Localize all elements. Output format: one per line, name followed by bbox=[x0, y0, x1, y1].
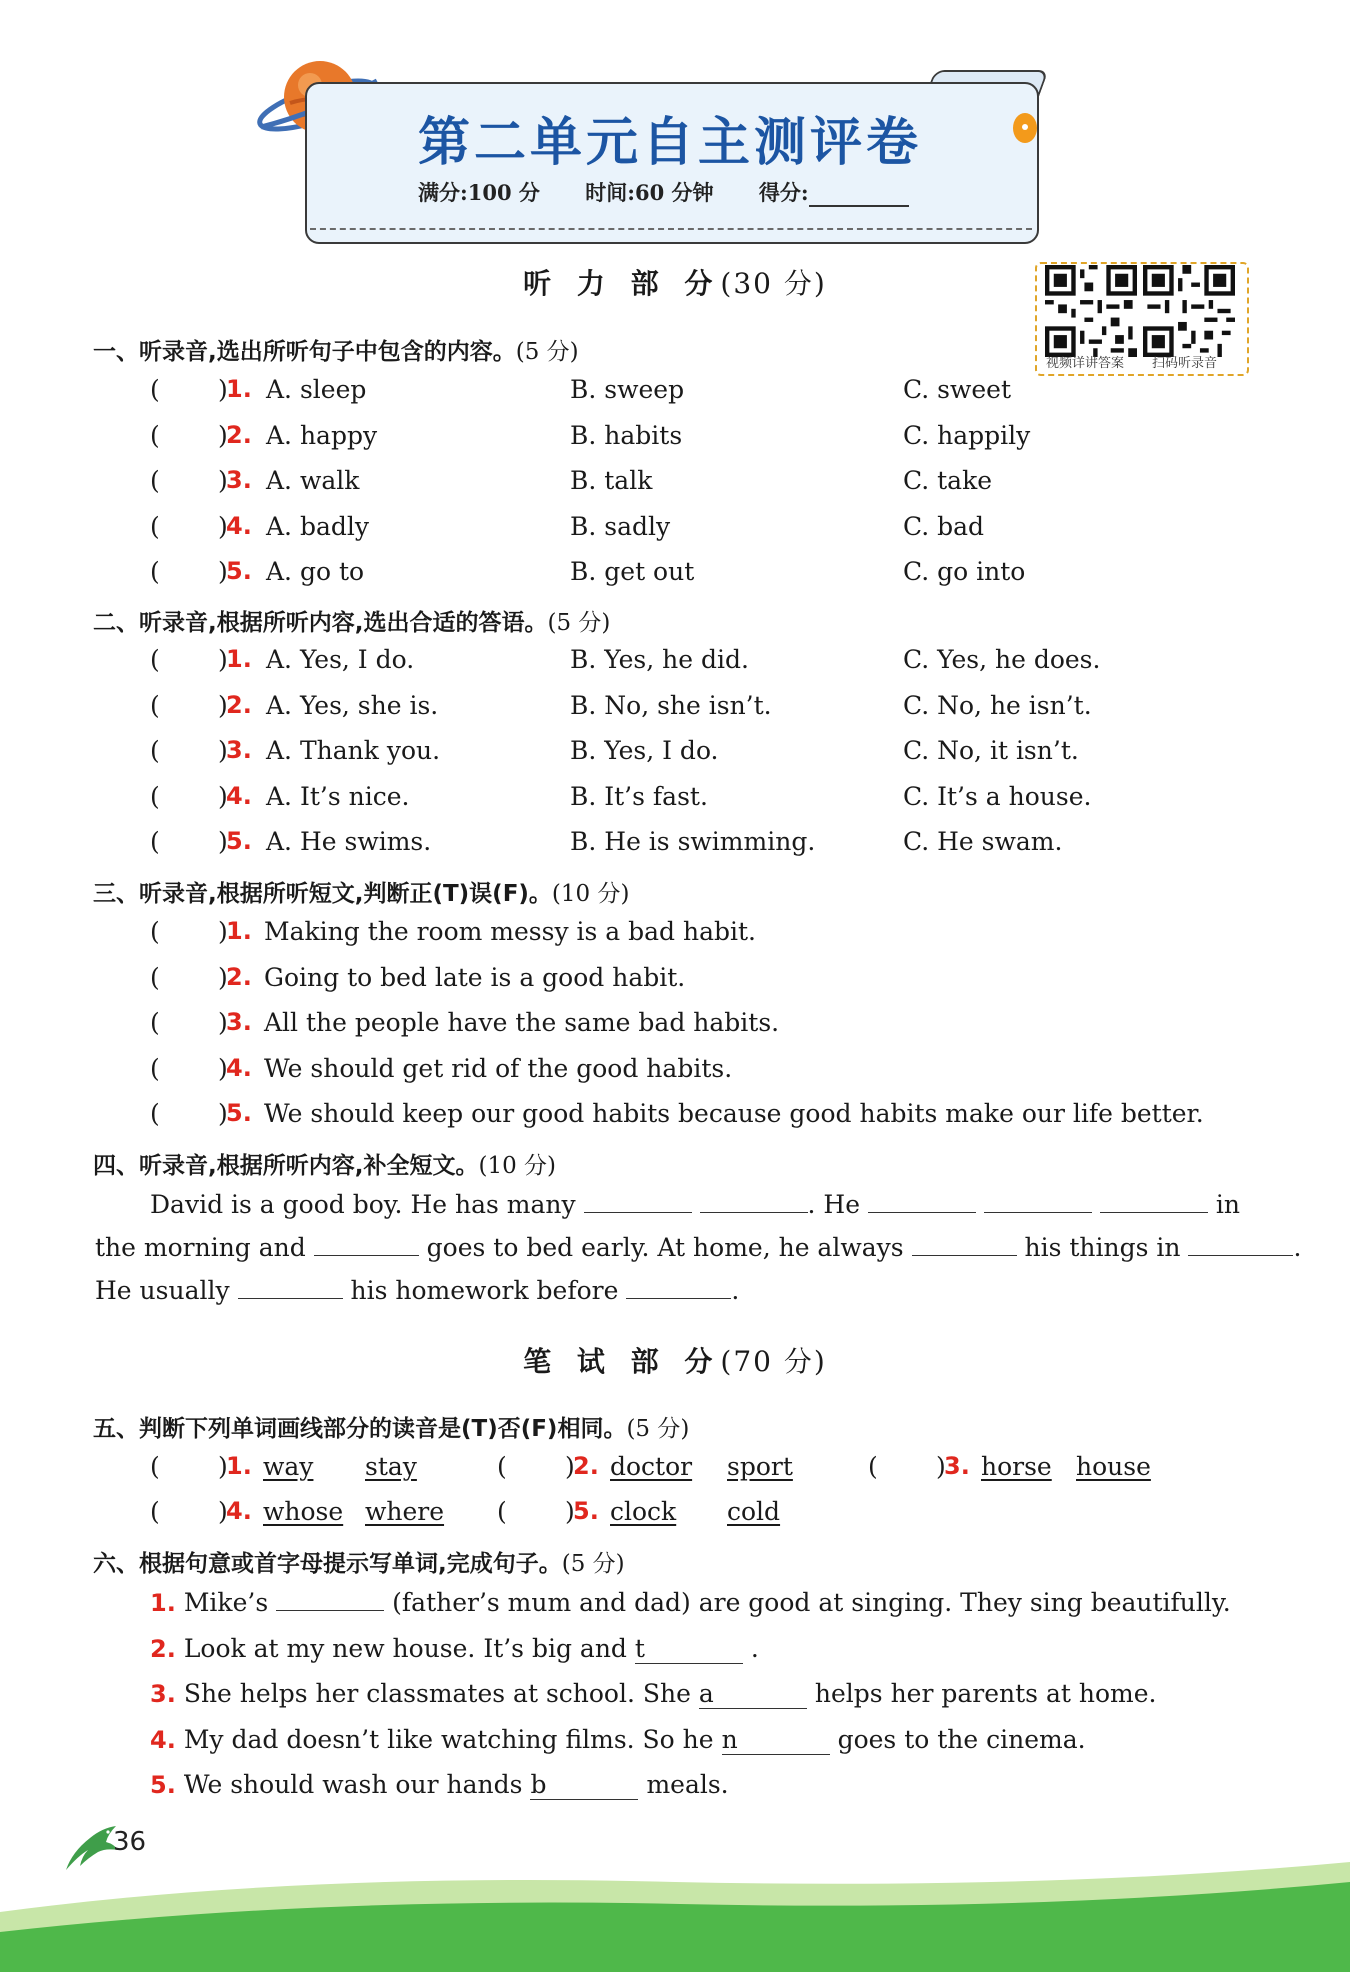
cloze-blank[interactable] bbox=[868, 1190, 976, 1213]
question-2-heading: 二、听录音,根据所听内容,选出合适的答语。(5 分) bbox=[93, 610, 611, 636]
word-blank[interactable] bbox=[699, 1679, 807, 1709]
word-underlined: cold bbox=[727, 1497, 781, 1526]
item-number: 1. bbox=[226, 917, 252, 945]
answer-paren-open: ( bbox=[868, 1452, 878, 1481]
option-a[interactable]: A. He swims. bbox=[266, 827, 432, 856]
option-c[interactable]: C. happily bbox=[903, 420, 1031, 450]
answer-slot[interactable] bbox=[162, 691, 216, 721]
item-number: 4. bbox=[226, 781, 252, 810]
exam-meta bbox=[418, 177, 985, 207]
option-a[interactable]: A. badly bbox=[266, 511, 369, 541]
initial-letter-hint: a bbox=[698, 1679, 714, 1708]
option-c[interactable]: C. bad bbox=[903, 511, 985, 541]
answer-paren-close: ) bbox=[218, 1099, 228, 1128]
answer-paren-open: ( bbox=[150, 375, 160, 404]
statement-text: We should get rid of the good habits. bbox=[264, 1053, 733, 1083]
sentence-end: goes to the cinema. bbox=[837, 1724, 1086, 1754]
cloze-line-1: David is a good boy. He has many . He in bbox=[150, 1190, 1240, 1219]
sentence-start: We should wash our hands bbox=[183, 1770, 523, 1799]
sentence-row bbox=[150, 1725, 1086, 1761]
answer-slot[interactable] bbox=[162, 375, 216, 405]
answer-paren-open: ( bbox=[150, 420, 160, 450]
option-c[interactable]: C. It’s a house. bbox=[903, 781, 1092, 811]
initial-letter-hint: b bbox=[530, 1770, 547, 1799]
answer-paren-open: ( bbox=[150, 1452, 160, 1481]
word-underlined: whose bbox=[263, 1497, 344, 1526]
writing-section-title: 笔 试 部 分(70 分) bbox=[523, 1345, 827, 1378]
sentence-start: Mike’s bbox=[183, 1588, 269, 1617]
option-a[interactable]: A. Yes, she is. bbox=[266, 690, 439, 720]
answer-slot[interactable] bbox=[162, 963, 216, 993]
option-b[interactable]: B. talk bbox=[570, 466, 653, 495]
cloze-line-2: the morning and goes to bed early. At home, he always his things in . bbox=[95, 1233, 1302, 1262]
item-number: 2. bbox=[226, 962, 252, 991]
answer-slot[interactable] bbox=[162, 1497, 218, 1527]
option-b[interactable]: B. Yes, I do. bbox=[570, 736, 719, 765]
answer-slot[interactable] bbox=[162, 1452, 218, 1482]
option-a[interactable]: A. happy bbox=[266, 420, 378, 450]
word-blank[interactable] bbox=[276, 1610, 384, 1611]
answer-paren-open: ( bbox=[150, 736, 160, 765]
sentence-end: (father’s mum and dad) are good at singing. They sing beautifully. bbox=[392, 1588, 1231, 1617]
item-number: 3. bbox=[226, 1008, 252, 1036]
word-underlined: stay bbox=[365, 1452, 417, 1481]
answer-paren-close: ) bbox=[936, 1452, 946, 1481]
answer-paren-close: ) bbox=[218, 466, 228, 495]
sentence-row bbox=[150, 1770, 729, 1806]
item-number: 2. bbox=[226, 690, 252, 719]
item-number: 5. bbox=[226, 557, 252, 585]
option-c[interactable]: C. Yes, he does. bbox=[903, 645, 1101, 674]
answer-paren-open: ( bbox=[497, 1497, 507, 1526]
sentence-row bbox=[150, 1679, 1156, 1715]
answer-paren-close: ) bbox=[218, 781, 228, 811]
answer-slot[interactable] bbox=[162, 512, 216, 542]
option-c[interactable]: C. No, he isn’t. bbox=[903, 690, 1092, 720]
answer-paren-close: ) bbox=[218, 736, 228, 765]
answer-paren-open: ( bbox=[150, 962, 160, 992]
sentence-start: My dad doesn’t like watching films. So he bbox=[183, 1724, 714, 1754]
answer-paren-open: ( bbox=[150, 1008, 160, 1037]
option-b[interactable]: B. No, she isn’t. bbox=[570, 690, 772, 720]
item-number: 3. bbox=[150, 1680, 176, 1708]
item-number: 1. bbox=[226, 1452, 252, 1480]
page-number: 36 bbox=[113, 1827, 147, 1857]
question-3-heading: 三、听录音,根据所听短文,判断正(T)误(F)。(10 分) bbox=[93, 881, 630, 907]
option-c[interactable]: C. No, it isn’t. bbox=[903, 736, 1079, 765]
item-number: 4. bbox=[150, 1725, 176, 1754]
item-number: 5. bbox=[150, 1771, 176, 1799]
sentence-end: meals. bbox=[646, 1770, 729, 1799]
answer-paren-close: ) bbox=[218, 1008, 228, 1037]
full-score: 满分:100 分 bbox=[418, 180, 540, 205]
initial-letter-hint: t bbox=[634, 1633, 645, 1663]
qr-caption-video: 视频详讲答案 bbox=[1046, 356, 1125, 371]
sentence-start: She helps her classmates at school. She bbox=[183, 1679, 691, 1708]
option-b[interactable]: B. It’s fast. bbox=[570, 781, 708, 811]
word-underlined: sport bbox=[727, 1452, 793, 1481]
item-number: 5. bbox=[226, 1099, 252, 1127]
word-underlined: doctor bbox=[610, 1452, 693, 1481]
answer-paren-close: ) bbox=[218, 690, 228, 720]
word-underlined: clock bbox=[610, 1497, 677, 1526]
option-b[interactable]: B. get out bbox=[570, 557, 695, 586]
answer-slot[interactable] bbox=[162, 827, 216, 857]
question-1-heading: 一、听录音,选出所听句子中包含的内容。(5 分) bbox=[93, 339, 579, 365]
option-a[interactable]: A. Thank you. bbox=[266, 736, 441, 765]
question-6-heading: 六、根据句意或首字母提示写单词,完成句子。(5 分) bbox=[93, 1551, 625, 1577]
item-number: 1. bbox=[226, 645, 252, 673]
cloze-blank[interactable] bbox=[314, 1233, 419, 1256]
option-b[interactable]: B. Yes, he did. bbox=[570, 645, 749, 674]
page-title: 第二单元自主测评卷 bbox=[417, 113, 922, 173]
option-b[interactable]: B. sadly bbox=[570, 511, 671, 541]
answer-paren-open: ( bbox=[150, 645, 160, 674]
option-a[interactable]: A. go to bbox=[266, 557, 365, 586]
answer-paren-open: ( bbox=[150, 827, 160, 856]
option-b[interactable]: B. sweep bbox=[570, 375, 685, 404]
item-number: 2. bbox=[226, 420, 252, 449]
item-number: 5. bbox=[573, 1497, 599, 1525]
answer-paren-close: ) bbox=[565, 1452, 575, 1481]
answer-slot[interactable] bbox=[162, 1054, 216, 1084]
score-blank[interactable] bbox=[809, 185, 909, 207]
answer-paren-close: ) bbox=[218, 1452, 228, 1481]
option-a[interactable]: A. Yes, I do. bbox=[266, 645, 415, 674]
answer-paren-close: ) bbox=[218, 917, 228, 946]
item-number: 5. bbox=[226, 827, 252, 855]
question-4-heading: 四、听录音,根据所听内容,补全短文。(10 分) bbox=[93, 1153, 557, 1179]
answer-slot[interactable] bbox=[162, 917, 216, 947]
statement-text: All the people have the same bad habits. bbox=[264, 1008, 780, 1037]
question-5-heading: 五、判断下列单词画线部分的读音是(T)否(F)相同。(5 分) bbox=[93, 1416, 690, 1442]
sentence-end: helps her parents at home. bbox=[814, 1679, 1157, 1708]
answer-paren-close: ) bbox=[218, 645, 228, 674]
answer-paren-close: ) bbox=[565, 1497, 575, 1526]
score-label: 得分: bbox=[759, 180, 947, 205]
word-underlined: where bbox=[365, 1497, 445, 1526]
sentence-row bbox=[150, 1634, 759, 1670]
item-number: 1. bbox=[150, 1589, 176, 1617]
cloze-line-3: He usually his homework before . bbox=[95, 1276, 740, 1305]
cloze-blank[interactable] bbox=[912, 1233, 1017, 1256]
sentence-start: Look at my new house. It’s big and bbox=[183, 1633, 627, 1663]
option-c[interactable]: C. go into bbox=[903, 557, 1026, 586]
answer-slot[interactable] bbox=[509, 1452, 565, 1482]
answer-paren-open: ( bbox=[150, 511, 160, 541]
item-number: 2. bbox=[573, 1452, 599, 1480]
answer-slot[interactable] bbox=[162, 736, 216, 766]
cloze-blank[interactable] bbox=[700, 1190, 808, 1213]
cloze-blank[interactable] bbox=[238, 1276, 343, 1299]
option-c[interactable]: C. sweet bbox=[903, 375, 1011, 404]
answer-slot[interactable] bbox=[880, 1452, 936, 1482]
green-ground-decoration bbox=[0, 1852, 1350, 1972]
answer-slot[interactable] bbox=[162, 1008, 216, 1038]
item-number: 3. bbox=[226, 736, 252, 764]
item-number: 1. bbox=[226, 375, 252, 403]
word-underlined: house bbox=[1076, 1452, 1151, 1481]
answer-slot[interactable] bbox=[162, 1099, 216, 1129]
answer-paren-open: ( bbox=[497, 1452, 507, 1481]
statement-text: We should keep our good habits because good habits make our life better. bbox=[264, 1099, 1204, 1128]
answer-paren-close: ) bbox=[218, 511, 228, 541]
item-number: 3. bbox=[226, 466, 252, 494]
option-a[interactable]: A. sleep bbox=[266, 375, 367, 404]
answer-paren-close: ) bbox=[218, 1053, 228, 1083]
answer-paren-close: ) bbox=[218, 827, 228, 856]
initial-letter-hint: n bbox=[721, 1724, 738, 1754]
word-blank[interactable] bbox=[635, 1634, 743, 1664]
answer-paren-close: ) bbox=[218, 420, 228, 450]
time-limit: 时间:60 分钟 bbox=[585, 180, 714, 205]
qr-caption-audio: 扫码听录音 bbox=[1152, 356, 1218, 371]
answer-slot[interactable] bbox=[162, 645, 216, 675]
answer-paren-open: ( bbox=[150, 781, 160, 811]
item-number: 4. bbox=[226, 1053, 252, 1082]
answer-paren-close: ) bbox=[218, 1497, 228, 1526]
item-number: 4. bbox=[226, 1497, 252, 1525]
option-a[interactable]: A. It’s nice. bbox=[266, 781, 410, 811]
word-blank[interactable] bbox=[530, 1770, 638, 1800]
word-underlined: way bbox=[263, 1452, 314, 1481]
cloze-blank[interactable] bbox=[1100, 1190, 1208, 1213]
answer-slot[interactable] bbox=[162, 466, 216, 496]
sentence-row bbox=[150, 1588, 1231, 1624]
statement-text: Making the room messy is a bad habit. bbox=[264, 917, 757, 946]
title-divider bbox=[310, 228, 1032, 230]
word-blank[interactable] bbox=[722, 1725, 830, 1755]
word-underlined: horse bbox=[981, 1452, 1052, 1481]
answer-slot[interactable] bbox=[162, 782, 216, 812]
answer-paren-open: ( bbox=[150, 690, 160, 720]
answer-paren-open: ( bbox=[150, 1497, 160, 1526]
answer-paren-open: ( bbox=[150, 466, 160, 495]
answer-slot[interactable] bbox=[509, 1497, 565, 1527]
item-number: 4. bbox=[226, 511, 252, 540]
cloze-blank[interactable] bbox=[626, 1276, 731, 1299]
option-b[interactable]: B. He is swimming. bbox=[570, 827, 816, 856]
item-number: 3. bbox=[944, 1452, 970, 1480]
listening-section-title: 听 力 部 分(30 分) bbox=[523, 267, 827, 300]
option-a[interactable]: A. walk bbox=[266, 466, 360, 495]
answer-slot[interactable] bbox=[162, 421, 216, 451]
answer-paren-open: ( bbox=[150, 557, 160, 586]
answer-paren-close: ) bbox=[218, 962, 228, 992]
option-c[interactable]: C. He swam. bbox=[903, 827, 1063, 856]
answer-paren-open: ( bbox=[150, 1099, 160, 1128]
answer-paren-close: ) bbox=[218, 375, 228, 404]
cloze-blank[interactable] bbox=[1188, 1233, 1293, 1256]
cloze-blank[interactable] bbox=[984, 1190, 1092, 1213]
answer-paren-open: ( bbox=[150, 1053, 160, 1083]
answer-slot[interactable] bbox=[162, 557, 216, 587]
cloze-blank[interactable] bbox=[584, 1190, 692, 1213]
answer-paren-close: ) bbox=[218, 557, 228, 586]
option-b[interactable]: B. habits bbox=[570, 420, 683, 450]
statement-text: Going to bed late is a good habit. bbox=[264, 962, 686, 992]
item-number: 2. bbox=[150, 1634, 176, 1663]
answer-paren-open: ( bbox=[150, 917, 160, 946]
option-c[interactable]: C. take bbox=[903, 466, 993, 495]
sentence-end: . bbox=[750, 1633, 759, 1663]
